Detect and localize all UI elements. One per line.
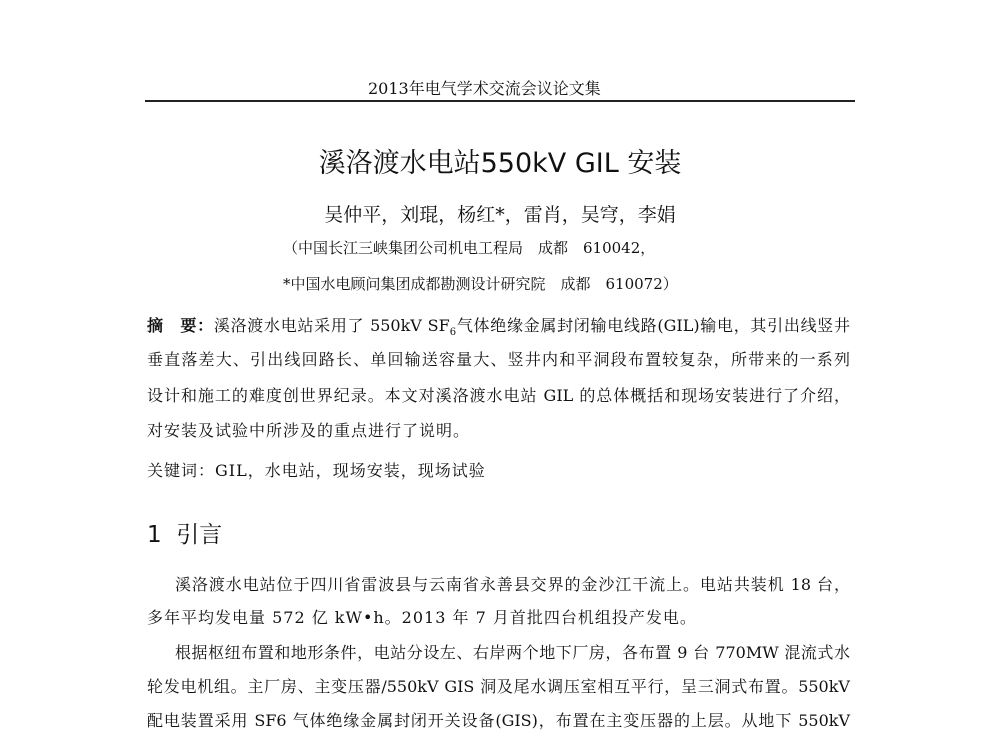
body-line-5: 配电装置采用 SF6 气体绝缘金属封闭开关设备(GIS)，布置在主变压器的上层。从地下 550kV — [147, 711, 850, 730]
abstract-line-3: 设计和施工的难度创世界纪录。本文对溪洛渡水电站 GIL 的总体概括和现场安装进行了介绍， — [147, 386, 850, 405]
affiliation-2: *中国水电顾问集团成都勘测设计研究院 成都 610072） — [283, 275, 678, 293]
abstract-line-4: 对安装及试验中所涉及的重点进行了说明。 — [147, 421, 471, 440]
body-line-4: 轮发电机组。主厂房、主变压器/550kV GIS 洞及尾水调压室相互平行，呈三洞式布置。550kV — [147, 677, 850, 696]
abstract-label: 摘 要： — [147, 316, 214, 335]
paper-title: 溪洛渡水电站550kV GIL 安装 — [318, 148, 682, 179]
abstract-line-1: 摘 要：溪洛渡水电站采用了 550kV $SF_6$气体绝缘金属封闭输电线路(GIL)输电，其引出线竖井 — [147, 316, 850, 339]
keywords: 关键词：GIL，水电站，现场安装，现场试验 — [147, 461, 486, 480]
header-rule — [145, 100, 855, 102]
body-line-1: 溪洛渡水电站位于四川省雷波县与云南省永善县交界的金沙江干流上。电站共装机 18 台， — [175, 575, 850, 594]
body-line-2: 多年平均发电量 572 亿 kW•h。2013 年 7 月首批四台机组投产发电。 — [147, 608, 697, 627]
section-heading: 1 引言 — [147, 522, 223, 548]
abstract-line-2: 垂直落差大、引出线回路长、单回输送容量大、竖井内和平洞段布置较复杂，所带来的一系列 — [147, 350, 850, 369]
running-header: 2013年电气学术交流会议论文集 — [368, 79, 601, 98]
body-line-3: 根据枢纽布置和地形条件，电站分设左、右岸两个地下厂房，各布置 9 台 770MW 混流式水 — [175, 643, 850, 662]
affiliation-1: （中国长江三峡集团公司机电工程局 成都 610042， — [283, 239, 656, 257]
authors: 吴仲平，刘琨，杨红*，雷肖，吴穹，李娟 — [324, 204, 676, 226]
